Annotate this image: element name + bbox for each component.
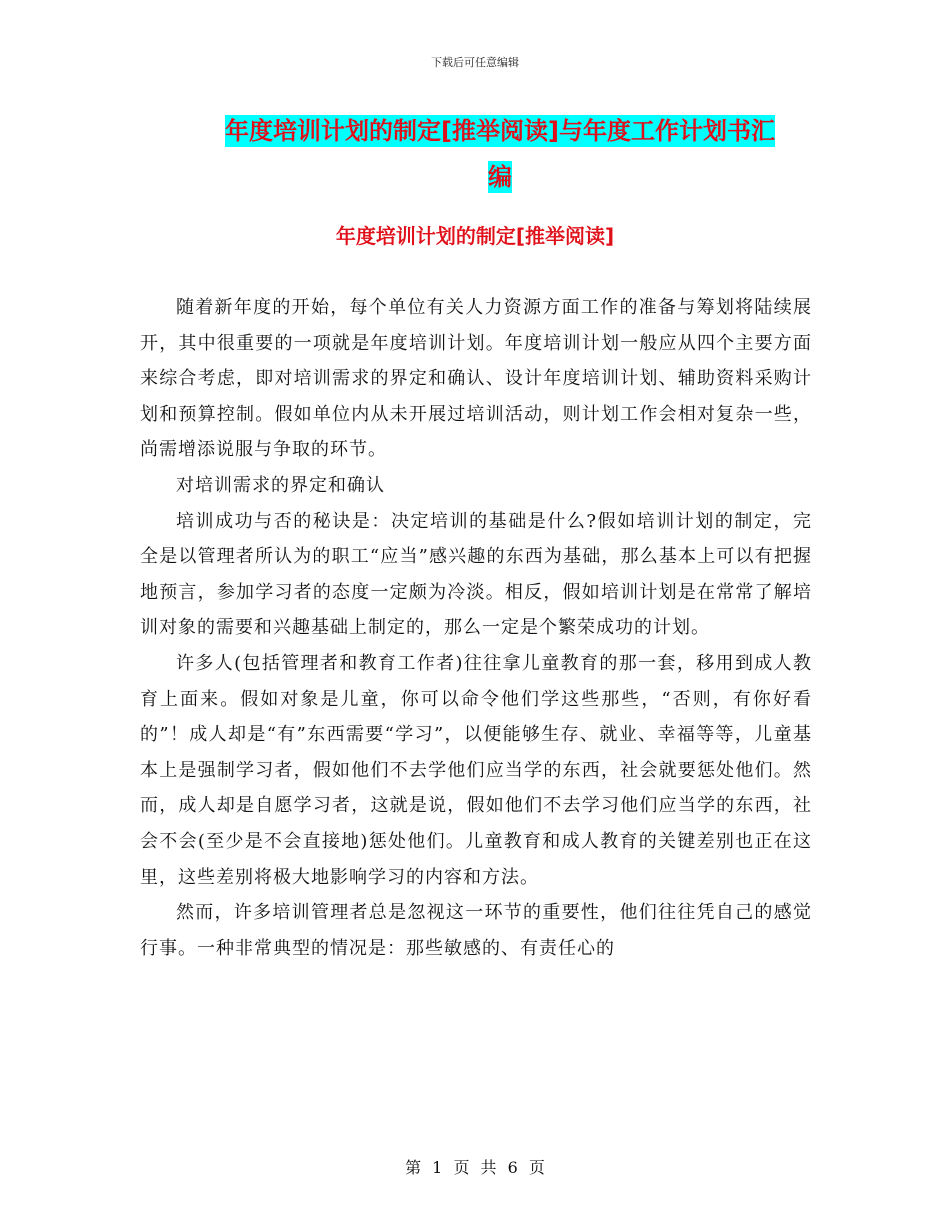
body-text	[140, 290, 812, 966]
paragraph: 随着新年度的开始，每个单位有关人力资源方面工作的准备与筹划将陆续展开，其中很重要的一项就是年度培训计划。年度培训计划一般应从四个主要方面来综合考虑，即对培训需求的界定和确认、设计年度培训计划、辅助资料采购计划和预算控制。假如单位内从未开展过培训活动，则计划工作会相对复杂一些，尚需增添说服与争取的环节。	[140, 297, 812, 461]
document-title-line-1: 年度培训计划的制定[推举阅读]与年度工作计划书汇	[225, 117, 775, 145]
paragraph-heading: 对培训需求的界定和确认	[176, 474, 385, 496]
document-title-line-2: 编	[488, 163, 512, 191]
header-note: 下载后可任意编辑	[431, 56, 519, 69]
page-number: 第 1 页 共 6 页	[405, 1158, 545, 1177]
paragraph: 然而，许多培训管理者总是忽视这一环节的重要性，他们往往凭自己的感觉行事。一种非常典型的情况是：那些敏感的、有责任心的	[140, 902, 812, 959]
paragraph: 许多人(包括管理者和教育工作者)往往拿儿童教育的那一套，移用到成人教育上面来。假如对象是儿童，你可以命令他们学这些那些，“否则，有你好看的”！成人却是“有”东西需要“学习”，以便能够生存、就业、幸福等等，儿童基本上是强制学习者，假如他们不去学他们应当学的东西，社会就要惩处他们。然而，成人却是自愿学习者，这就是说，假如他们不去学习他们应当学的东西，社会不会(至少是不会直接地)惩处他们。儿童教育和成人教育的关键差别也正在这里，这些差别将极大地影响学习的内容和方法。	[140, 652, 812, 888]
section-title: 年度培训计划的制定[推举阅读]	[335, 224, 615, 248]
paragraph: 培训成功与否的秘诀是：决定培训的基础是什么?假如培训计划的制定，完全是以管理者所认为的职工“应当”感兴趣的东西为基础，那么基本上可以有把握地预言，参加学习者的态度一定颇为冷淡。相反，假如培训计划是在常常了解培训对象的需要和兴趣基础上制定的，那么一定是个繁荣成功的计划。	[140, 510, 812, 639]
document-title	[140, 108, 860, 200]
